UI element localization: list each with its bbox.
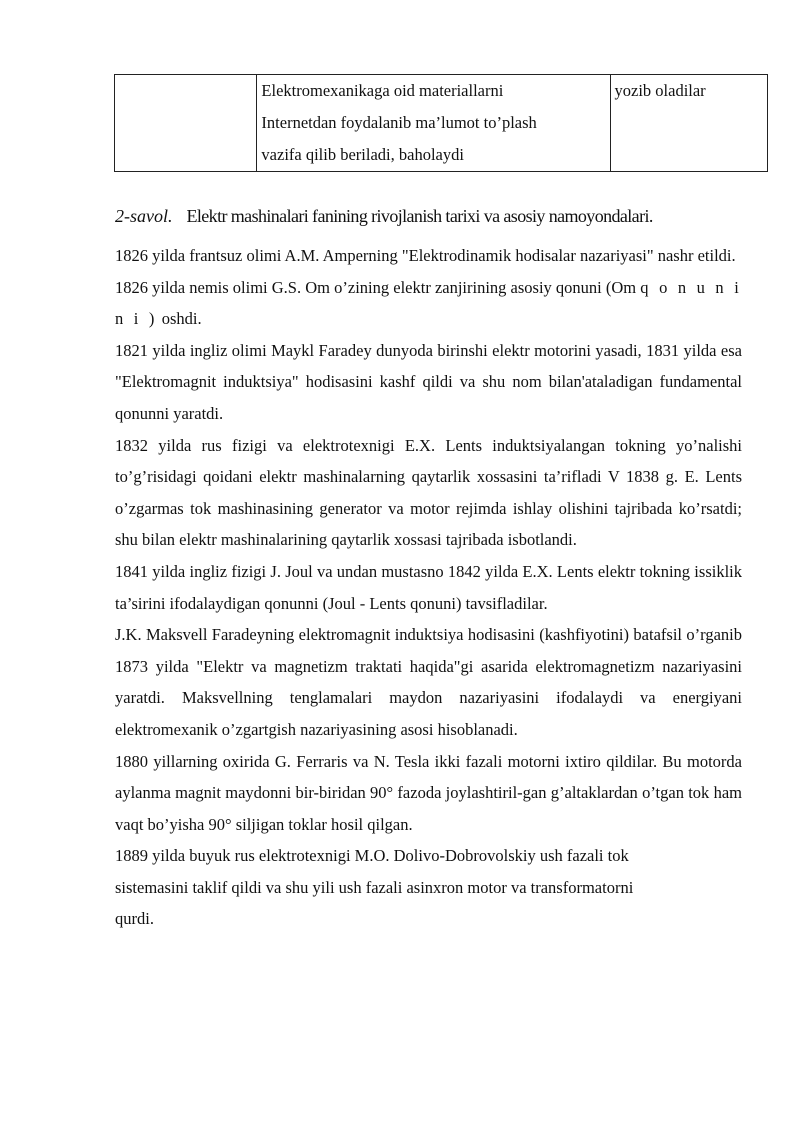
law-name-spaced: q o n u n i n i ) bbox=[115, 277, 742, 329]
section-title: Elektr mashinalari fanining rivojlanish tarixi va asosiy namoyondalari. bbox=[186, 206, 653, 226]
table-cell-empty bbox=[115, 75, 257, 172]
paragraph-text: oshdi. bbox=[157, 309, 202, 329]
cell-line: Elektromexanikaga oid materiallarni bbox=[261, 81, 504, 100]
paragraph: 1826 yilda frantsuz olimi A.M. Amperning "Elektrodinamik hodisalar nazariyasi" nashr etildi. bbox=[115, 246, 736, 265]
paragraph-text: 1826 yilda nemis olimi G.S. Om o’zining elektr zanjirining asosiy qonuni (Om bbox=[115, 277, 637, 297]
paragraph: 1841 yilda ingliz fizigi J. Joul va undan mustasno 1842 yilda E.X. Lents elektr tokning issiklik ta’sirini ifodalaydigan qonunni (Joul - Lents qonuni) tavsifladilar. bbox=[115, 561, 742, 613]
paragraph: 1880 yillarning oxirida G. Ferraris va N. Tesla ikki fazali motorni ixtiro qildilar. Bu motorda aylanma magnit maydonni bir-biridan 90° fazoda joylashtiril-gan g’altaklardan o’tgan tok ham vaqt bo’yisha 90° siljigan toklar hosil qilgan. bbox=[115, 751, 742, 834]
table-cell-description bbox=[257, 75, 610, 172]
paragraph: J.K. Maksvell Faradeyning elektromagnit induktsiya hodisasini (kashfiyotini) batafsil o’rganib 1873 yilda "Elektr va magnetizm traktati haqida"gi asarida elektromagnetizm nazariyasini yaratdi. Maksvellning tenglamalari maydon nazariyasini ifodalaydi va energiyani elektromexanik o’zgartgish nazariyasining asosi hisoblanadi. bbox=[115, 625, 742, 739]
paragraph-line: qurdi. bbox=[115, 909, 154, 929]
paragraph-line: 1889 yilda buyuk rus elektrotexnigi M.O. Dolivo-Dobrovolskiy ush fazali tok bbox=[115, 846, 629, 866]
question-number: 2-savol. bbox=[115, 206, 173, 226]
paragraph bbox=[115, 272, 742, 335]
document-body bbox=[115, 240, 742, 935]
table-cell-result: yozib oladilar bbox=[610, 75, 768, 172]
activity-table bbox=[114, 74, 768, 172]
paragraph: 1821 yilda ingliz olimi Maykl Faradey dunyoda birinshi elektr motorini yasadi, 1831 yilda esa "Elektromagnit induktsiya" hodisasini kashf qildi va shu nom bilan'ataladigan fundamental qonunni yaratdi. bbox=[115, 340, 742, 423]
section-heading bbox=[115, 206, 775, 227]
paragraph: 1832 yilda rus fizigi va elektrotexnigi E.X. Lents induktsiyalangan tokning yo’nalishi to’g’risidagi qoidani elektr mashinalarning qaytarlik xossasini ta’rifladi V 1838 g. E. Lents o’zgarmas tok mashinasining generator va motor rejimda ishlay olishini tajribada ko’rsatdi; shu bilan elektr mashinalarining qaytarlik xossasi tajribada isbotlandi. bbox=[115, 435, 742, 550]
paragraph-line: sistemasini taklif qildi va shu yili ush fazali asinxron motor va transformatorni bbox=[115, 877, 634, 897]
table-row bbox=[115, 75, 768, 172]
paragraph bbox=[115, 840, 742, 935]
cell-line: Internetdan foydalanib ma’lumot to’plash bbox=[261, 113, 537, 132]
cell-line: vazifa qilib beriladi, baholaydi bbox=[261, 145, 464, 164]
